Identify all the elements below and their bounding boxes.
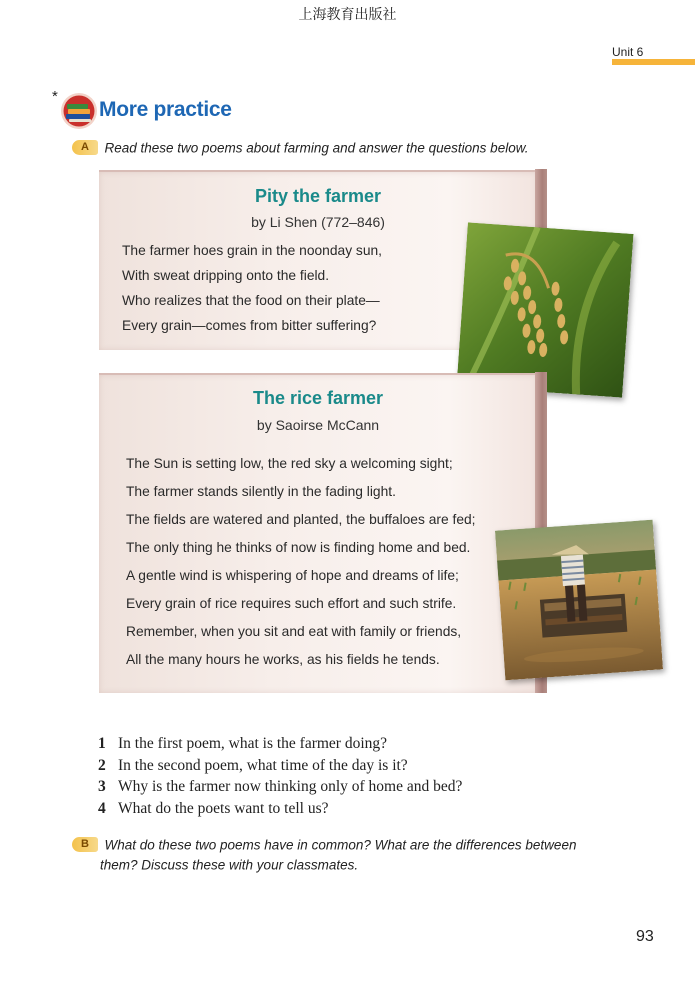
task-b-continued	[100, 856, 358, 874]
question-item	[98, 778, 462, 800]
poem1-title: Pity the farmer	[254, 186, 382, 206]
question-number: 3	[98, 778, 106, 795]
task-a-instruction: Read these two poems about farming and answer the questions below.	[104, 140, 529, 156]
question-number: 1	[98, 735, 106, 752]
poem1-line-1: The farmer hoes grain in the noonday sun,	[122, 243, 382, 258]
poem2-line-5: A gentle wind is whispering of hope and dreams of life;	[126, 568, 459, 583]
poem2-author: by Saoirse McCann	[256, 417, 380, 433]
unit-label: Unit 6	[612, 45, 644, 59]
poem2-card	[99, 375, 537, 693]
poem2-line-2: The farmer stands silently in the fading light.	[126, 484, 396, 499]
task-b-instruction-line2: them? Discuss these with your classmates.	[100, 857, 359, 873]
unit-tag	[612, 45, 695, 67]
poem2-title: The rice farmer	[252, 388, 384, 408]
poem2-line-1: The Sun is setting low, the red sky a welcoming sight;	[126, 456, 453, 471]
section-title: More practice	[99, 98, 232, 121]
task-a	[72, 139, 528, 157]
rice-farmer-photo	[495, 520, 663, 681]
question-item	[98, 800, 462, 822]
poem2-line-6: Every grain of rice requires such effort and such strife.	[126, 596, 457, 611]
question-text: In the second poem, what time of the day is it?	[118, 756, 408, 774]
question-text: In the first poem, what is the farmer doing?	[118, 735, 388, 752]
task-b	[72, 836, 576, 854]
poem1-author: by Li Shen (772–846)	[251, 214, 385, 230]
optional-star: *	[52, 88, 58, 105]
question-number: 4	[98, 799, 106, 817]
poem1-line-2: With sweat dripping onto the field.	[122, 268, 330, 283]
unit-underline	[612, 59, 695, 65]
question-text: Why is the farmer now thinking only of home and bed?	[118, 778, 463, 795]
question-list	[98, 735, 462, 821]
question-item	[98, 735, 462, 757]
question-number: 2	[98, 756, 106, 774]
poem1-card-edge	[99, 170, 537, 172]
task-b-badge: B	[72, 837, 98, 852]
poem1-line-3: Who realizes that the food on their plate—	[122, 293, 380, 308]
publisher-header: 上海教育出版社	[298, 7, 397, 23]
question-item	[98, 757, 462, 779]
task-b-instruction-line1: What do these two poems have in common? What are the differences between	[104, 837, 577, 853]
task-a-badge: A	[72, 140, 98, 155]
poem2-line-7: Remember, when you sit and eat with family or friends,	[126, 624, 462, 639]
books-icon	[60, 92, 98, 130]
poem1-line-4: Every grain—comes from bitter suffering?	[122, 318, 377, 333]
poem2-line-4: The only thing he thinks of now is finding home and bed.	[126, 540, 471, 555]
page-number: 93	[636, 928, 654, 945]
question-text: What do the poets want to tell us?	[118, 799, 329, 817]
poem2-card-edge	[99, 373, 537, 375]
poem2-line-8: All the many hours he works, as his fields he tends.	[126, 652, 440, 667]
poem2-line-3: The fields are watered and planted, the buffaloes are fed;	[126, 512, 476, 527]
